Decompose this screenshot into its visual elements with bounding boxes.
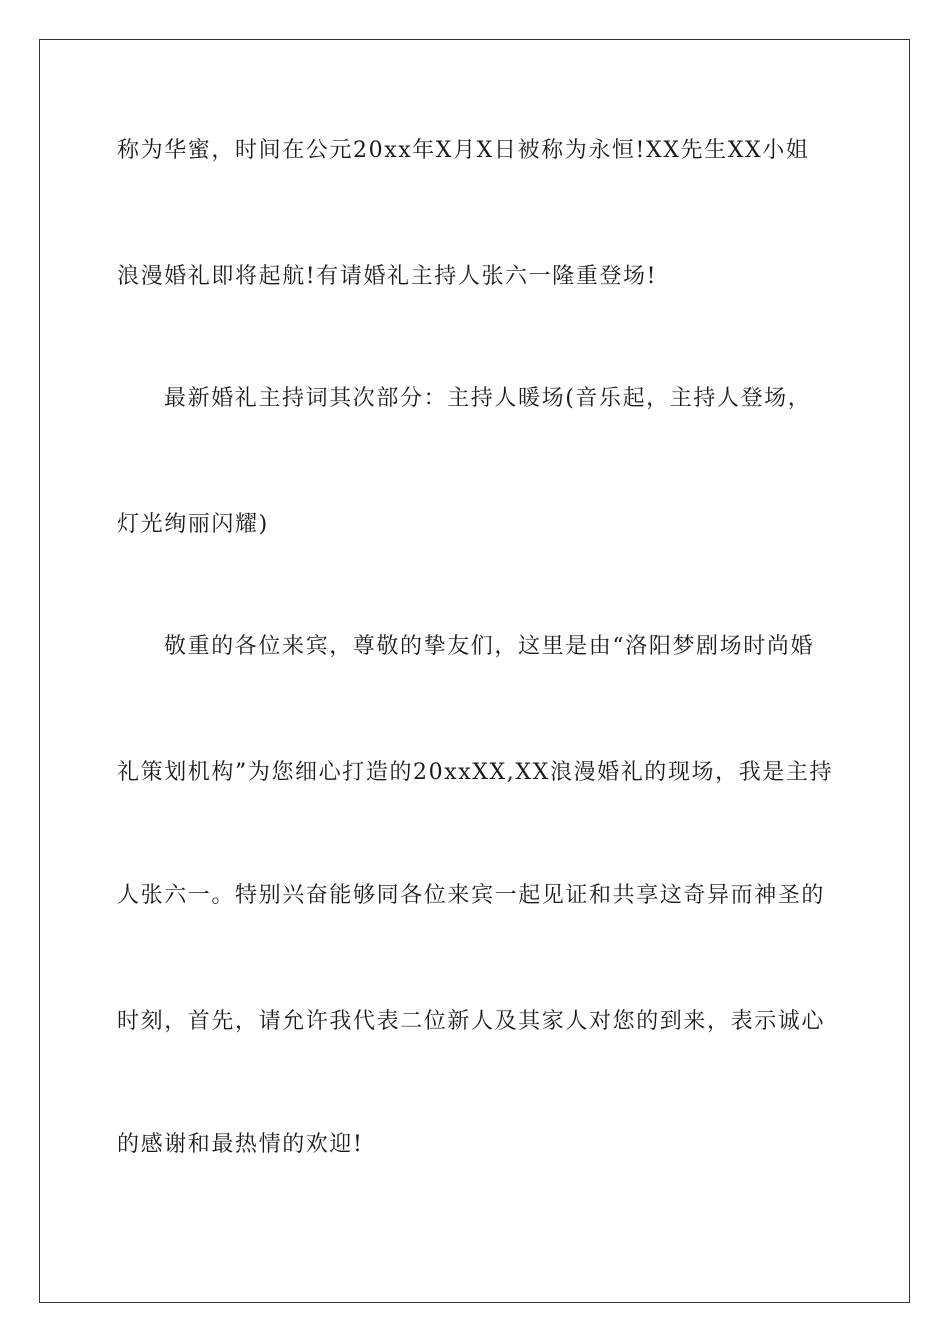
paragraph-line: 时刻，首先，请允许我代表二位新人及其家人对您的到来，表示诚心 [117,1009,826,1034]
paragraph-line: 礼策划机构”为您细心打造的20xxXX,XX浪漫婚礼的现场，我是主持 [117,760,834,785]
paragraph-line: 浪漫婚礼即将起航!有请婚礼主持人张六一隆重登场! [117,264,658,289]
paragraph-line: 称为华蜜，时间在公元20xx年X月X日被称为永恒!XX先生XX小姐 [117,138,810,163]
paragraph-line: 人张六一。特别兴奋能够同各位来宾一起见证和共享这奇异而神圣的 [117,883,826,908]
section-heading-line: 最新婚礼主持词其次部分：主持人暖场(音乐起，主持人登场， [164,386,812,411]
paragraph-line: 的感谢和最热情的欢迎! [117,1132,364,1157]
paragraph-line: 敬重的各位来宾，尊敬的挚友们，这里是由“洛阳梦剧场时尚婚 [164,634,815,659]
page-border [39,39,910,1303]
paragraph-line: 灯光绚丽闪耀) [117,512,269,537]
